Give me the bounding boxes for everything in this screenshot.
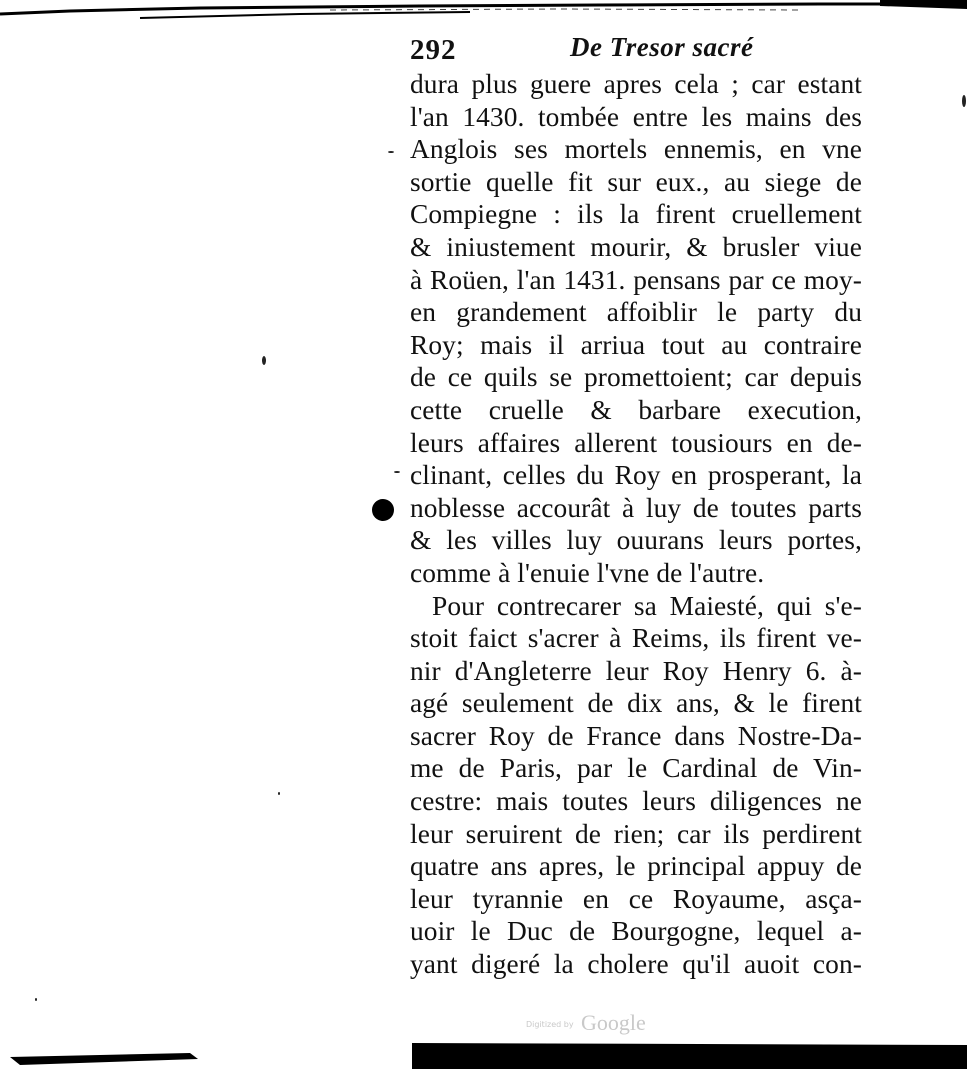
text-line: sacrer Roy de France dans Nostre-Da- — [410, 720, 862, 751]
ink-speck — [278, 792, 280, 795]
ink-speck — [394, 471, 400, 473]
paragraph-start-line: Pour contrecarer sa Maiesté, qui s'e- — [432, 590, 862, 621]
text-line: Roy; mais il arriua tout au contraire — [410, 329, 862, 360]
text-line: yant digeré la cholere qu'il auoit con- — [410, 949, 862, 980]
ink-speck — [262, 356, 266, 365]
text-line: à Roüen, l'an 1431. pensans par ce moy- — [410, 264, 862, 295]
text-line: stoit faict s'acrer à Reims, ils firent ve- — [410, 623, 862, 654]
google-logo: Google — [581, 1010, 646, 1035]
text-line: cestre: mais toutes leurs diligences ne — [410, 786, 862, 817]
text-line: & les villes luy ouurans leurs portes, — [410, 525, 862, 556]
ink-speck — [388, 151, 394, 153]
running-title: De Tresor sacré — [570, 32, 754, 62]
text-line: l'an 1430. tombée entre les mains des — [410, 101, 862, 132]
text-line: noblesse accourât à luy de toutes parts — [410, 492, 862, 523]
ink-speck — [35, 998, 37, 1001]
text-line: de ce quils se promettoient; car depuis — [410, 362, 862, 393]
running-head — [410, 30, 870, 70]
text-line: sortie quelle fit sur eux., au siege de — [410, 166, 862, 197]
top-scan-edge — [0, 0, 967, 30]
text-line: leur seruirent de rien; car ils perdirent — [410, 818, 862, 849]
watermark-prefix: Digitized by — [526, 1020, 574, 1029]
text-line: nir d'Angleterre leur Roy Henry 6. à- — [410, 655, 862, 686]
ink-speck — [962, 95, 966, 107]
text-line: me de Paris, par le Cardinal de Vin- — [410, 753, 862, 784]
paragraph-end-line: comme à l'enuie l'vne de l'autre. — [410, 557, 765, 588]
text-line: agé seulement de dix ans, & le firent — [410, 688, 862, 719]
text-line: uoir le Duc de Bourgogne, lequel a- — [410, 916, 862, 947]
text-line: Compiegne : ils la firent cruellement — [410, 199, 862, 230]
body-text — [410, 68, 862, 981]
text-line: en grandement affoiblir le party du — [410, 297, 862, 328]
page-number: 292 — [410, 34, 457, 66]
ink-blot — [372, 499, 394, 521]
text-line: leur tyrannie en ce Royaume, asça- — [410, 883, 862, 914]
text-line: cette cruelle & barbare execution, — [410, 394, 862, 425]
text-line: & iniustement mourir, & brusler viue — [410, 231, 862, 262]
text-line: dura plus guere apres cela ; car estant — [410, 69, 862, 99]
text-line: leurs affaires allerent tousiours en de- — [410, 427, 862, 458]
text-line: Anglois ses mortels ennemis, en vne — [410, 134, 862, 165]
text-line: clinant, celles du Roy en prosperant, la — [410, 460, 862, 491]
text-line: quatre ans apres, le principal appuy de — [410, 851, 862, 882]
bottom-scan-edge — [0, 1035, 967, 1069]
